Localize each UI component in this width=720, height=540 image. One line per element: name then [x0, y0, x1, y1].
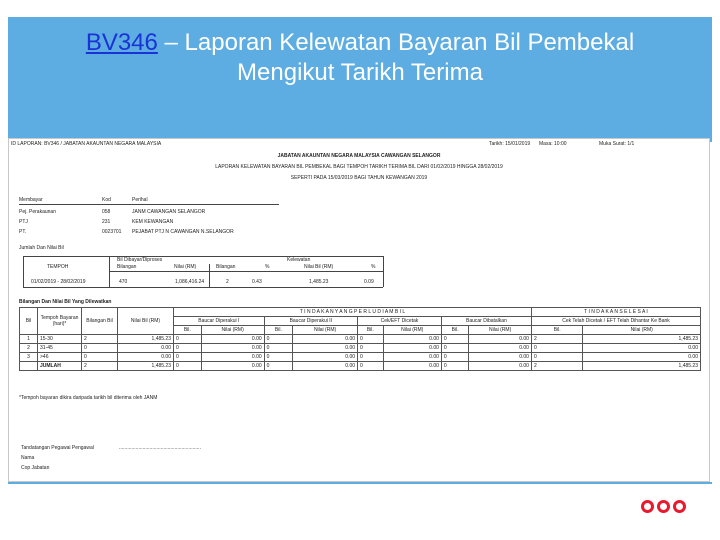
table-row [20, 353, 701, 362]
table-cell: 0.00 [118, 353, 174, 362]
table-cell: 1,485.23 [583, 362, 701, 371]
table-cell: 0 [441, 335, 468, 344]
slide-title [0, 28, 720, 88]
summary-lewat-pct-nilai: 0.09 [364, 279, 374, 285]
table-cell: >46 [38, 353, 82, 362]
table-cell: 0.00 [583, 344, 701, 353]
summary-lewat-nilai: 1,485.23 [309, 279, 329, 285]
table-cell: 0.00 [293, 362, 358, 371]
report-date: Tarikh: 15/01/2019 [489, 141, 531, 147]
table-cell: 0 [264, 353, 292, 362]
table-cell: 0.00 [293, 344, 358, 353]
table-cell: 31-45 [38, 344, 82, 353]
group-perlu-diambil: T I N D A K A N Y A N G P E R L U D I A M B I L [174, 308, 532, 317]
title-line1: – Laporan Kelewatan Bayaran Bil Pembekal [157, 29, 635, 56]
summary-top-rule [23, 256, 383, 257]
table-cell: 1,485.23 [583, 335, 701, 344]
table-cell: 0.00 [583, 353, 701, 362]
table-cell: 0.00 [201, 335, 264, 344]
summary-right-rule [383, 256, 384, 287]
meta-row-1-col-3: JANM CAWANGAN SELANGOR [132, 209, 206, 215]
table-cell: 0.00 [469, 344, 532, 353]
sub-col-nilai: Nilai (RM) [583, 326, 701, 335]
sub-col-bil: Bil. [531, 326, 583, 335]
summary-bottom-rule [23, 287, 383, 288]
sign-label: Tandatangan Pegawai Pengawal [21, 445, 94, 451]
stamp-label: Cop Jabatan [21, 465, 50, 471]
table-cell: 0 [82, 344, 118, 353]
ornament-circle-icon [657, 500, 670, 513]
name-label: Nama [21, 455, 35, 461]
meta-row-3-col-3: PEJABAT PTJ N CAWANGAN N.SELANGOR [132, 229, 234, 235]
table-cell: 0 [358, 362, 384, 371]
summary-tempoh-header: TEMPOH [47, 264, 69, 270]
table-cell: 2 [531, 335, 583, 344]
group-selesai: T I N D A K A N S E L E S A I [531, 308, 700, 317]
report-image [8, 138, 710, 482]
summary-divider-1 [109, 256, 110, 287]
table-cell: 2 [82, 335, 118, 344]
col-tempoh-header: Tempoh Bayaran (hari)* [38, 308, 82, 335]
summary-mid-rule [109, 271, 383, 272]
table-cell: 0 [174, 335, 202, 344]
table-cell: 0 [358, 335, 384, 344]
table-cell: 0.00 [293, 353, 358, 362]
table-cell: 0.00 [383, 353, 441, 362]
sub-col-bil: Bil. [358, 326, 384, 335]
report-heading-2: LAPORAN KELEWATAN BAYARAN BIL PEMBEKAL BAGI TEMPOH TARIKH TERIMA BIL DARI 01/02/2019 HINGGA 28/02/2019 [215, 164, 503, 170]
summary-col-nilai: Nilai (RM) [174, 264, 197, 270]
sub-col-bil: Bil. [441, 326, 468, 335]
table-cell: 1,485.23 [118, 335, 174, 344]
table-cell: 0.00 [469, 353, 532, 362]
summary-col-pct-2: % [371, 264, 376, 270]
table-cell: JUMLAH [38, 362, 82, 371]
table-cell: 0.00 [469, 362, 532, 371]
table-cell: 0 [531, 344, 583, 353]
table-cell: 3 [20, 353, 38, 362]
sub-group-1: Baucar Diperakui I [174, 317, 265, 326]
meta-row-3-col-2: 0023701 [102, 229, 122, 235]
table-cell: 0.00 [118, 344, 174, 353]
detail-label: Bilangan Dan Nilai Bil Yang Dilewatkan [19, 299, 112, 305]
meta-row-3-col-1: PT. [19, 229, 27, 235]
summary-col-bilangan-2: Bilangan [216, 264, 236, 270]
sub-group-4: Baucar Dibatalkan [441, 317, 531, 326]
table-cell: 0.00 [201, 344, 264, 353]
table-cell: 1 [20, 335, 38, 344]
title-link[interactable]: BV346 [85, 29, 158, 56]
title-line2: Mengikut Tarikh Terima [237, 59, 483, 86]
report-time: Masa: 10:00 [539, 141, 567, 147]
detail-table [19, 307, 701, 371]
slide-bottom-rule [8, 482, 712, 484]
table-cell: 0 [358, 353, 384, 362]
summary-col-pct-1: % [265, 264, 270, 270]
meta-rule [19, 204, 279, 205]
sub-col-nilai: Nilai (RM) [469, 326, 532, 335]
table-cell: 0 [264, 362, 292, 371]
meta-header-kod: Kod [102, 197, 111, 203]
ornament-circle-icon [641, 500, 654, 513]
table-cell: 0 [441, 344, 468, 353]
sign-line: ........................................................... [119, 445, 201, 451]
report-page: Muka Surat: 1/1 [599, 141, 635, 147]
sub-col-nilai: Nilai (RM) [201, 326, 264, 335]
meta-row-2-col-1: PTJ [19, 219, 28, 225]
table-total-row [20, 362, 701, 371]
table-cell: 2 [82, 362, 118, 371]
table-cell: 1,485.23 [118, 362, 174, 371]
table-cell [20, 362, 38, 371]
summary-nilai: 1,086,416.24 [175, 279, 205, 285]
meta-header-membayar: Membayar [19, 197, 43, 203]
table-row [20, 335, 701, 344]
table-cell: 0 [264, 335, 292, 344]
table-cell: 0 [441, 353, 468, 362]
col-nilai-header: Nilai Bil (RM) [118, 308, 174, 335]
table-cell: 0.00 [383, 344, 441, 353]
summary-left-rule [23, 256, 24, 287]
summary-label: Jumlah Dan Nilai Bil [19, 245, 64, 251]
table-cell: 0.00 [293, 335, 358, 344]
summary-lewat-pct: 0.43 [252, 279, 262, 285]
col-bil-header: Bil [20, 308, 38, 335]
sub-col-bil: Bil. [264, 326, 292, 335]
summary-tempoh: 01/02/2019 - 28/02/2019 [31, 279, 86, 285]
table-cell: 0 [358, 344, 384, 353]
ornament-circle-icon [673, 500, 686, 513]
table-cell: 0 [441, 362, 468, 371]
table-cell: 0 [531, 353, 583, 362]
table-cell: 0 [264, 344, 292, 353]
meta-header-perihal: Perihal [132, 197, 148, 203]
meta-row-2-col-2: 231 [102, 219, 111, 225]
summary-divider-2 [209, 264, 210, 287]
sub-group-2: Baucar Diperakui II [264, 317, 357, 326]
summary-group-2: Kelewatan [287, 257, 311, 263]
summary-col-bilangan-1: Bilangan [117, 264, 137, 270]
summary-group-1: Bil Dibayar/Diproses [117, 257, 163, 263]
sub-col-nilai: Nilai (RM) [383, 326, 441, 335]
slide-ornament [641, 500, 686, 513]
sub-col-nilai: Nilai (RM) [293, 326, 358, 335]
table-row [20, 344, 701, 353]
table-cell: 0.00 [383, 362, 441, 371]
table-cell: 0.00 [201, 362, 264, 371]
sub-group-3: Cek/EFT Dicetak [358, 317, 442, 326]
table-cell: 0 [82, 353, 118, 362]
footnote: *Tempoh bayaran dikira daripada tarikh bil diterima oleh JANM [19, 395, 158, 401]
meta-row-1-col-2: 058 [102, 209, 111, 215]
meta-row-2-col-3: KEM KEWANGAN [132, 219, 174, 225]
table-cell: 0.00 [201, 353, 264, 362]
table-cell: 2 [531, 362, 583, 371]
report-heading-1: JABATAN AKAUNTAN NEGARA MALAYSIA CAWANGAN SELANGOR [277, 153, 441, 159]
table-cell: 15-30 [38, 335, 82, 344]
meta-row-1-col-1: Pej. Perakaunan [19, 209, 56, 215]
table-cell: 2 [20, 344, 38, 353]
table-cell: 0.00 [469, 335, 532, 344]
table-cell: 0 [174, 362, 202, 371]
col-bilangan-header: Bilangan Bil [82, 308, 118, 335]
table-cell: 0 [174, 353, 202, 362]
report-heading-3: SEPERTI PADA 15/03/2019 BAGI TAHUN KEWANGAN 2019 [290, 175, 428, 181]
summary-lewat-bilangan: 2 [226, 279, 229, 285]
sub-col-bil: Bil. [174, 326, 202, 335]
report-id: ID LAPORAN: BV346 / JABATAN AKAUNTAN NEGARA MALAYSIA [11, 141, 162, 147]
table-cell: 0 [174, 344, 202, 353]
summary-bilangan: 470 [119, 279, 128, 285]
summary-col-nilai-bil: Nilai Bil (RM) [304, 264, 334, 270]
sub-group-5: Cek Telah Dicetak / EFT Telah Dihantar Ke Bank [531, 317, 700, 326]
table-cell: 0.00 [383, 335, 441, 344]
